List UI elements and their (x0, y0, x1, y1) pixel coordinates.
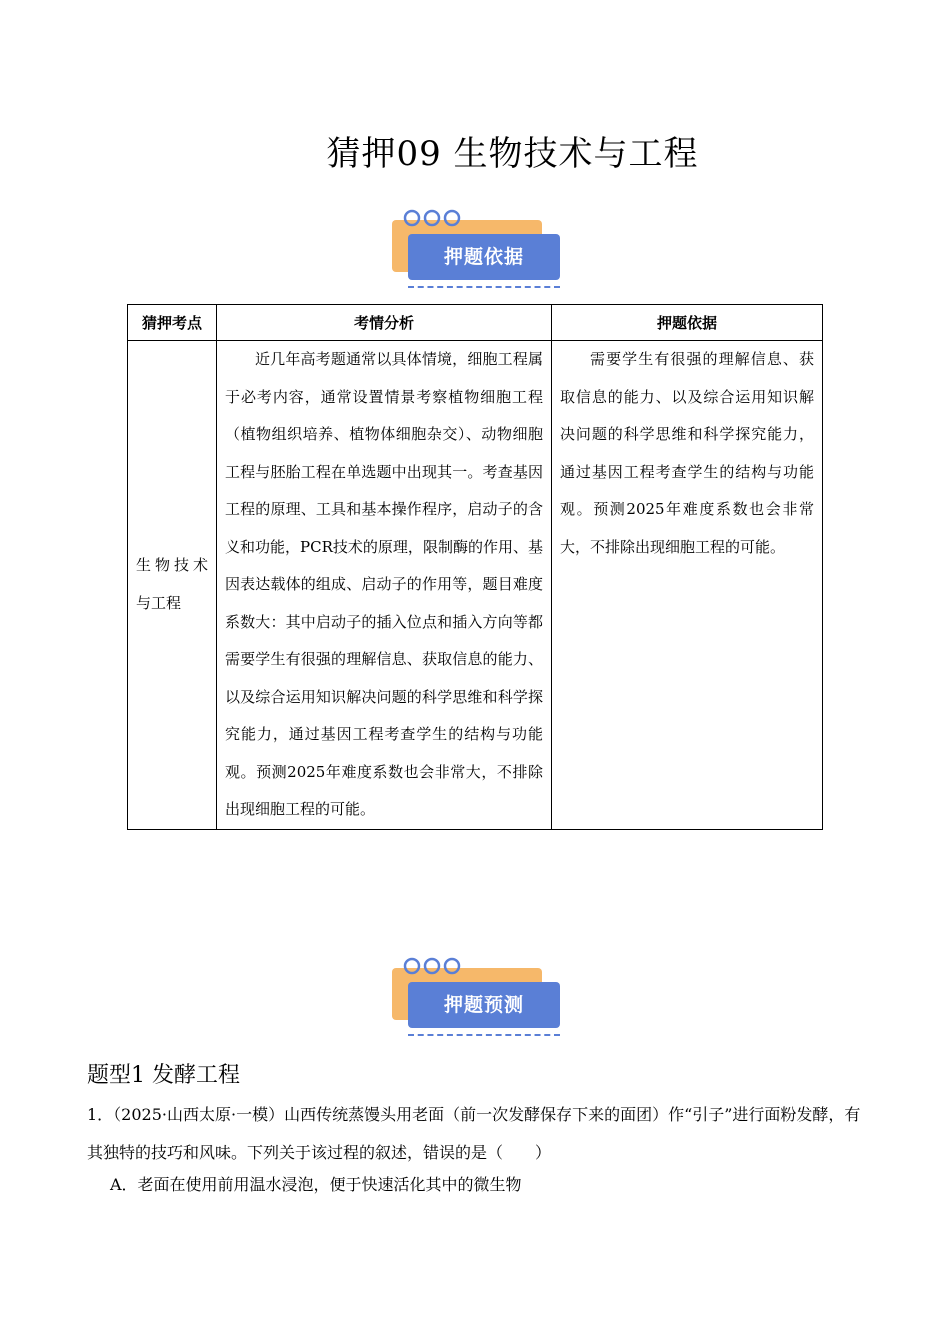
header-basis: 押题依据 (552, 305, 823, 341)
section-heading: 题型1 发酵工程 (87, 1063, 240, 1088)
badge-label: 押题依据 (443, 246, 524, 268)
option-a: A．老面在使用前用温水浸泡，便于快速活化其中的微生物 (110, 1175, 522, 1194)
cell-basis-wrap (552, 341, 823, 830)
section-badge-prediction (392, 956, 562, 1038)
cell-analysis-wrap (217, 341, 552, 830)
table-row (128, 341, 823, 830)
badge-dashed-line (408, 286, 560, 288)
table-header-row (128, 305, 823, 341)
binder-rings-icon (400, 206, 470, 228)
header-analysis: 考情分析 (217, 305, 552, 341)
section-badge-basis (392, 208, 562, 290)
header-topic: 猜押考点 (128, 305, 217, 341)
cell-basis: 需要学生有很强的理解信息、获取信息的能力、以及综合运用知识解决问题的科学思维和科学探究能力，通过基因工程考查学生的结构与功能观。预测2025年难度系数也会非常大，不排除出现细胞工程的可能。 (560, 350, 814, 556)
badge-dashed-line (408, 1034, 560, 1036)
binder-rings-icon (400, 954, 470, 976)
page-title: 猜押09 生物技术与工程 (326, 134, 699, 174)
analysis-table (127, 304, 823, 830)
question-text: 1．（2025·山西太原·一模）山西传统蒸馒头用老面（前一次发酵保存下来的面团）作“引子”进行面粉发酵，有其独特的技巧和风味。下列关于该过程的叙述，错误的是（ ） (87, 1105, 861, 1162)
badge-label: 押题预测 (443, 994, 524, 1016)
cell-topic: 生物技术与工程 (128, 341, 217, 830)
cell-analysis: 近几年高考题通常以具体情境，细胞工程属于必考内容，通常设置情景考察植物细胞工程（植物组织培养、植物体细胞杂交）、动物细胞工程与胚胎工程在单选题中出现其一。考查基因工程的原理、工具和基本操作程序，启动子的含义和功能，PCR技术的原理，限制酶的作用、基因表达载体的组成、启动子的作用等，题目难度系数大：其中启动子的插入位点和插入方向等都需要学生有很强的理解信息、获取信息的能力、以及综合运用知识解决问题的科学思维和科学探究能力，通过基因工程考查学生的结构与功能观。预测2025年难度系数也会非常大，不排除出现细胞工程的可能。 (225, 350, 543, 818)
